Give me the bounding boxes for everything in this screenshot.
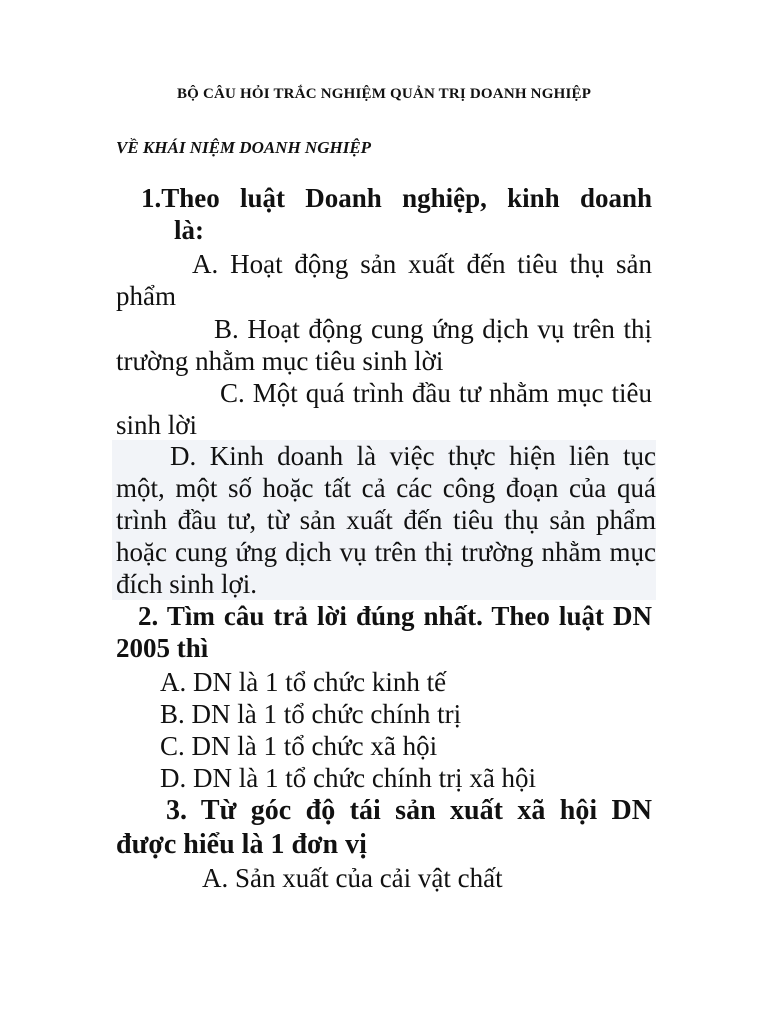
question-2: 2. Tìm câu trả lời đúng nhất. Theo luật DN 2005 thì bbox=[116, 601, 652, 663]
question-2-option-a: A. DN là 1 tổ chức kinh tế bbox=[160, 667, 447, 697]
question-1-line-2: là: bbox=[174, 215, 204, 245]
question-2-option-d: D. DN là 1 tổ chức chính trị xã hội bbox=[160, 763, 537, 793]
question-2-option-c: C. DN là 1 tổ chức xã hội bbox=[160, 731, 438, 761]
question-3: 3. Từ góc độ tái sản xuất xã hội DN được hiểu là 1 đơn vị bbox=[116, 795, 652, 860]
question-1-option-d: D. Kinh doanh là việc thực hiện liên tục một, một số hoặc tất cả các công đoạn của quá trình đầu tư, từ sản xuất đến tiêu thụ sản phẩm hoặc cung ứng dịch vụ trên thị trường nhằm mục đích sinh lợi. bbox=[112, 440, 656, 600]
question-1-line-1: 1.Theo luật Doanh nghiệp, kinh doanh bbox=[141, 183, 652, 213]
question-2-option-b: B. DN là 1 tổ chức chính trị bbox=[160, 699, 462, 729]
question-3-option-a: A. Sản xuất của cải vật chất bbox=[202, 863, 503, 893]
document-title: BỘ CÂU HỎI TRẮC NGHIỆM QUẢN TRỊ DOANH NGHIỆP bbox=[176, 86, 592, 102]
section-heading: VỀ KHÁI NIỆM DOANH NGHIỆP bbox=[116, 138, 372, 157]
question-1-option-b: B. Hoạt động cung ứng dịch vụ trên thị trường nhằm mục tiêu sinh lời bbox=[116, 314, 652, 376]
question-1-option-c: C. Một quá trình đầu tư nhằm mục tiêu sinh lời bbox=[116, 378, 652, 440]
question-1-option-a: A. Hoạt động sản xuất đến tiêu thụ sản phẩm bbox=[116, 249, 652, 311]
question-1 bbox=[116, 182, 652, 246]
